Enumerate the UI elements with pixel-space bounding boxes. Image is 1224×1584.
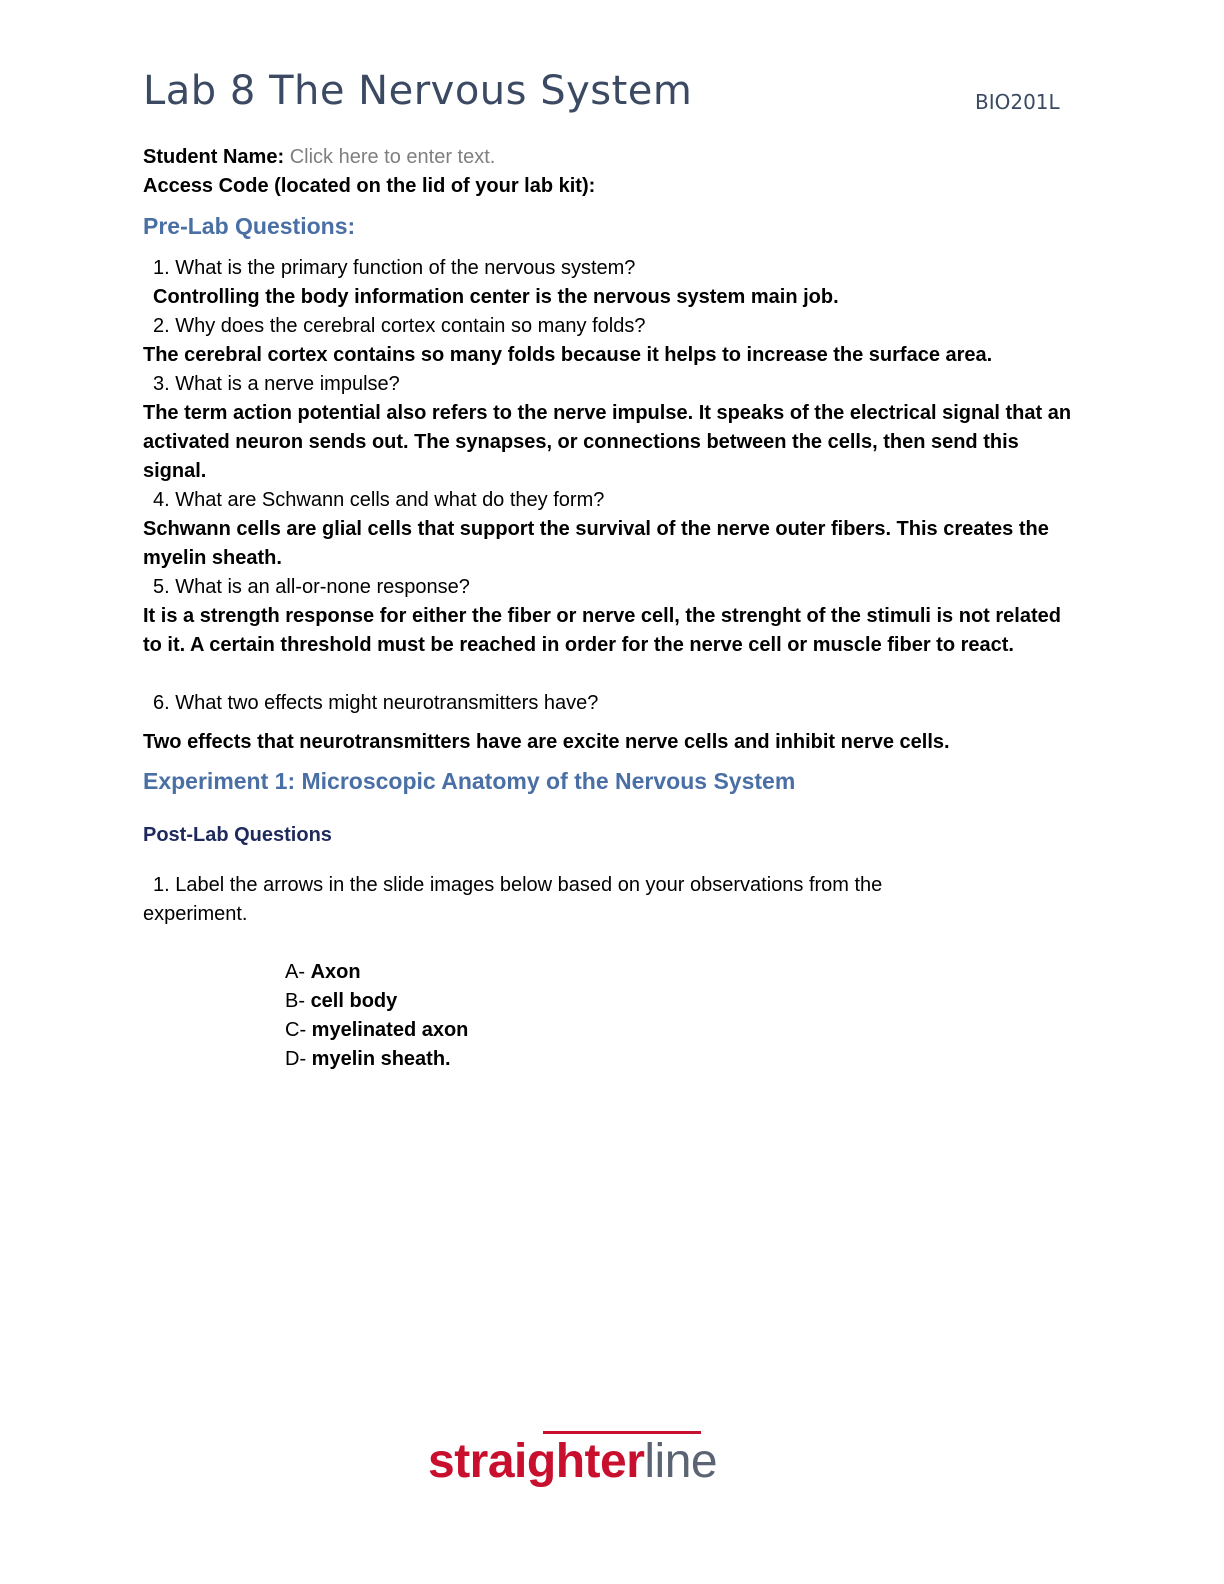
student-name-label: Student Name:: [143, 146, 285, 168]
prelab-answer-3: The term action potential also refers to the nerve impulse. It speaks of the electrical signal that an activated neuron sends out. The synapses, or connections between the cells, then send this signal.: [143, 402, 1072, 482]
prelab-answer-5: It is a strength response for either the fiber or nerve cell, the strenght of the stimuli is not related to it. A certain threshold must be reached in order for the nerve cell or muscle fiber to react.: [143, 605, 1061, 656]
postlab-heading: Post-Lab Questions: [143, 824, 332, 846]
logo-text-strong: straighter: [428, 1435, 645, 1488]
prelab-question-3: 3. What is a nerve impulse?: [153, 373, 400, 395]
logo-wordmark: [428, 1432, 717, 1492]
page-title: Lab 8 The Nervous System: [143, 68, 693, 114]
prelab-question-2: 2. Why does the cerebral cortex contain so many folds?: [153, 315, 646, 337]
label-row-a: [285, 958, 361, 987]
label-prefix: B-: [285, 990, 311, 1012]
prelab-question-1: 1. What is the primary function of the nervous system?: [153, 257, 636, 279]
label-answer: Axon: [310, 961, 361, 983]
postlab-question-1-line-2: experiment.: [143, 903, 248, 925]
prelab-answer-2: The cerebral cortex contains so many folds because it helps to increase the surface area.: [143, 344, 993, 366]
prelab-question-5: 5. What is an all-or-none response?: [153, 576, 470, 598]
postlab-question-1-line-1: 1. Label the arrows in the slide images below based on your observations from the: [153, 874, 883, 896]
prelab-answer-1: Controlling the body information center is the nervous system main job.: [153, 286, 839, 308]
label-answer: myelinated axon: [311, 1019, 469, 1041]
label-answer: myelin sheath.: [311, 1048, 451, 1070]
straighterline-logo: [428, 1428, 788, 1498]
label-row-d: [285, 1045, 451, 1074]
prelab-answer-4: Schwann cells are glial cells that support the survival of the nerve outer fibers. This creates the myelin sheath.: [143, 518, 1049, 569]
experiment-1-heading: Experiment 1: Microscopic Anatomy of the Nervous System: [143, 768, 796, 794]
label-prefix: A-: [285, 961, 311, 983]
course-code: BIO201L: [975, 90, 1060, 114]
student-name-field[interactable]: Click here to enter text.: [289, 146, 496, 168]
label-prefix: C-: [285, 1019, 312, 1041]
prelab-heading: Pre-Lab Questions:: [143, 213, 356, 239]
student-name-row: [143, 143, 495, 172]
logo-text-light: line: [644, 1435, 718, 1488]
prelab-question-4: 4. What are Schwann cells and what do they form?: [153, 489, 605, 511]
label-row-c: [285, 1016, 468, 1045]
label-prefix: D-: [285, 1048, 312, 1070]
prelab-question-6: 6. What two effects might neurotransmitters have?: [153, 692, 599, 714]
label-answer: cell body: [310, 990, 398, 1012]
access-code-label: Access Code (located on the lid of your lab kit):: [143, 175, 596, 197]
label-row-b: [285, 987, 397, 1016]
prelab-answer-6: Two effects that neurotransmitters have are excite nerve cells and inhibit nerve cells.: [143, 731, 950, 753]
